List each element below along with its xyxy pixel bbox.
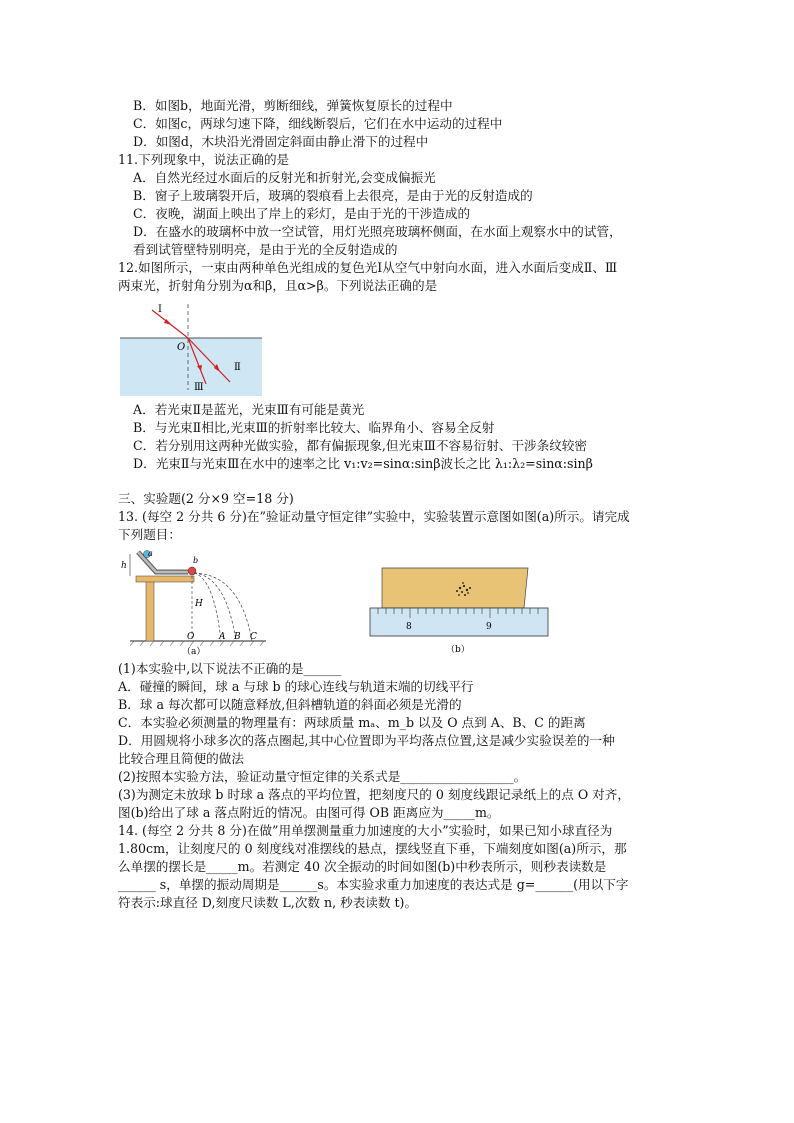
q13-figure-a bbox=[118, 546, 268, 658]
ray-II-label: Ⅱ bbox=[234, 362, 241, 373]
q14-line4: ______ s，单摆的振动周期是______s。本实验求重力加速度的表达式是 g=______(用以下字 bbox=[118, 877, 629, 892]
label-C: C bbox=[250, 632, 257, 642]
q12-refraction-figure bbox=[120, 300, 265, 400]
q10-option-d: D．如图d，木块沿光滑固定斜面由静止滑下的过程中 bbox=[133, 134, 429, 149]
q12-option-a: A．若光束Ⅱ是蓝光，光束Ⅲ有可能是黄光 bbox=[133, 402, 365, 417]
ray-III-label: Ⅲ bbox=[194, 382, 204, 393]
q11-option-a: A．自然光经过水面后的反射光和折射光,会变成偏振光 bbox=[133, 170, 436, 185]
q14-line3: 么单摆的摆长是_____m。若测定 40 次全振动的时间如图(b)中秒表所示，则秒表读数是 bbox=[118, 859, 607, 874]
q12-stem-cont: 两束光，折射角分别为α和β，且α>β。下列说法正确的是 bbox=[118, 278, 438, 293]
q12-option-b: B．与光束Ⅱ相比,光束Ⅲ的折射率比较大、临界角小、容易全反射 bbox=[133, 420, 495, 435]
q12-stem: 12.如图所示，一束由两种单色光组成的复色光Ⅰ从空气中射向水面，进入水面后变成Ⅱ、Ⅲ bbox=[118, 260, 618, 275]
q13-stem: 13. (每空 2 分共 6 分)在”验证动量守恒定律”实验中，实验装置示意图如图(a)所示。请完成 bbox=[118, 509, 630, 524]
label-ball-b: b bbox=[193, 556, 199, 565]
q13-option-a: A．碰撞的瞬间，球 a 与球 b 的球心连线与轨道末端的切线平行 bbox=[118, 679, 474, 694]
q13-option-b: B．球 a 每次都可以随意释放,但斜槽轨道的斜面必须是光滑的 bbox=[118, 697, 462, 712]
q13-part3-cont: 图(b)给出了球 a 落点附近的情况。由图可得 OB 距离应为_____m。 bbox=[118, 805, 500, 820]
q11-option-d-cont: 看到试管壁特别明亮，是由于光的全反射造成的 bbox=[133, 242, 398, 257]
label-H: H bbox=[195, 599, 203, 609]
q14-stem: 14. (每空 2 分共 8 分)在做”用单摆测量重力加速度的大小”实验时，如果已知小球直径为 bbox=[118, 823, 613, 838]
q13-option-c: C．本实验必须测量的物理量有：两球质量 mₐ、m_b 以及 O 点到 A、B、C 的距离 bbox=[118, 715, 586, 730]
ruler-tick-9: 9 bbox=[486, 622, 492, 632]
label-ball-a: a bbox=[148, 549, 153, 558]
q13-option-d-cont: 比较合理且简便的做法 bbox=[118, 751, 244, 766]
q12-option-d: D．光束Ⅱ与光束Ⅲ在水中的速率之比 v₁:v₂=sinα:sinβ波长之比 λ₁:λ₂=sinα:sinβ bbox=[133, 456, 593, 471]
q11-option-b: B．窗子上玻璃裂开后，玻璃的裂痕看上去很亮，是由于光的反射造成的 bbox=[133, 188, 533, 203]
section-3-heading: 三、实验题(2 分×9 空=18 分) bbox=[118, 491, 294, 506]
label-h: h bbox=[121, 561, 127, 571]
q14-line5: 符表示:球直径 D,刻度尺读数 L,次数 n, 秒表读数 t)。 bbox=[118, 895, 418, 910]
label-A: A bbox=[219, 632, 226, 642]
q10-option-c: C．如图c，两球匀速下降，细线断裂后，它们在水中运动的过程中 bbox=[133, 116, 503, 131]
q13-figure-b bbox=[368, 564, 558, 656]
q11-option-d: D．在盛水的玻璃杯中放一空试管，用灯光照亮玻璃杯侧面，在水面上观察水中的试管， bbox=[133, 224, 622, 239]
q11-stem: 11.下列现象中，说法正确的是 bbox=[118, 152, 290, 167]
q11-option-c: C．夜晚，湖面上映出了岸上的彩灯，是由于光的干涉造成的 bbox=[133, 206, 471, 221]
caption-b: （b） bbox=[446, 645, 470, 655]
q12-option-c: C．若分别用这两种光做实验，都有偏振现象,但光束Ⅲ不容易衍射、干涉条纹较密 bbox=[133, 438, 587, 453]
q14-line2: 1.80cm，让刻度尺的 0 刻度线对准摆线的悬点，摆线竖直下垂，下端刻度如图(a)所示，那 bbox=[118, 841, 627, 856]
ray-I-label: Ⅰ bbox=[158, 304, 162, 315]
q13-part1: (1)本实验中,以下说法不正确的是______ bbox=[118, 661, 342, 676]
q13-part2: (2)按照本实验方法，验证动量守恒定律的关系式是__________________。 bbox=[118, 769, 527, 784]
q13-option-d: D．用圆规将小球多次的落点圈起,其中心位置即为平均落点位置,这是减少实验误差的一种 bbox=[118, 733, 615, 748]
q13-part3: (3)为测定未放球 b 时球 a 落点的平均位置，把刻度尺的 0 刻度线跟记录纸上的点 O 对齐， bbox=[118, 787, 630, 802]
origin-label: O bbox=[177, 342, 186, 353]
label-O: O bbox=[187, 632, 195, 642]
caption-a: （a） bbox=[182, 647, 206, 657]
q10-option-b: B．如图b，地面光滑，剪断细线，弹簧恢复原长的过程中 bbox=[133, 98, 453, 113]
label-B: B bbox=[234, 632, 241, 642]
q13-stem-cont: 下列题目： bbox=[118, 527, 181, 542]
ruler-tick-8: 8 bbox=[406, 622, 412, 632]
